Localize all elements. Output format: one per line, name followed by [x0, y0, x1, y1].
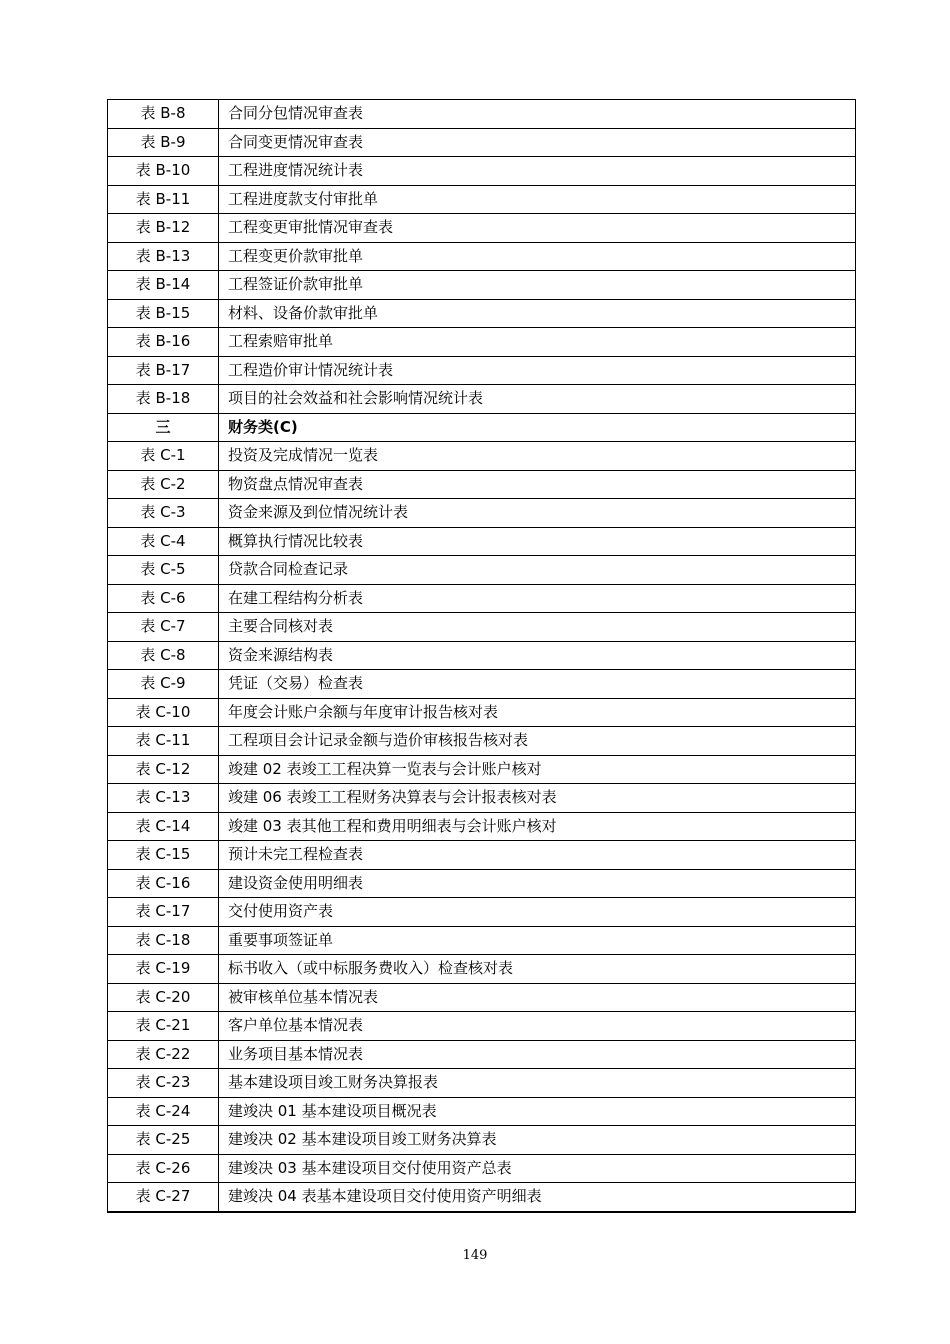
form-name-cell: 工程项目会计记录金额与造价审核报告核对表	[219, 727, 856, 756]
form-name-cell: 物资盘点情况审查表	[219, 470, 856, 499]
table-row	[108, 356, 856, 385]
form-name-cell: 交付使用资产表	[219, 898, 856, 927]
table-row	[108, 1040, 856, 1069]
form-code-cell: 表 C-5	[108, 556, 219, 585]
form-code-cell: 三	[108, 413, 219, 442]
table-row	[108, 641, 856, 670]
form-name-cell: 基本建设项目竣工财务决算报表	[219, 1069, 856, 1098]
form-code-cell: 表 C-6	[108, 584, 219, 613]
form-name-cell: 重要事项签证单	[219, 926, 856, 955]
form-code-cell: 表 C-11	[108, 727, 219, 756]
form-name-cell: 财务类(C)	[219, 413, 856, 442]
form-code-cell: 表 B-18	[108, 385, 219, 414]
table-row	[108, 841, 856, 870]
table-row	[108, 100, 856, 129]
table-row	[108, 584, 856, 613]
form-code-cell: 表 C-16	[108, 869, 219, 898]
form-name-cell: 年度会计账户余额与年度审计报告核对表	[219, 698, 856, 727]
form-name-cell: 竣建 03 表其他工程和费用明细表与会计账户核对	[219, 812, 856, 841]
table-row	[108, 670, 856, 699]
form-code-cell: 表 C-15	[108, 841, 219, 870]
form-name-cell: 建设资金使用明细表	[219, 869, 856, 898]
form-code-cell: 表 C-10	[108, 698, 219, 727]
table-row	[108, 185, 856, 214]
form-code-cell: 表 C-26	[108, 1154, 219, 1183]
table-row	[108, 898, 856, 927]
form-name-cell: 主要合同核对表	[219, 613, 856, 642]
form-name-cell: 工程进度情况统计表	[219, 157, 856, 186]
form-name-cell: 被审核单位基本情况表	[219, 983, 856, 1012]
page-number: 149	[462, 1248, 488, 1263]
table-row	[108, 727, 856, 756]
form-name-cell: 竣建 06 表竣工工程财务决算表与会计报表核对表	[219, 784, 856, 813]
form-code-cell: 表 C-2	[108, 470, 219, 499]
form-code-cell: 表 C-12	[108, 755, 219, 784]
form-code-cell: 表 C-22	[108, 1040, 219, 1069]
form-code-cell: 表 C-18	[108, 926, 219, 955]
form-name-cell: 业务项目基本情况表	[219, 1040, 856, 1069]
form-name-cell: 建竣决 03 基本建设项目交付使用资产总表	[219, 1154, 856, 1183]
table-row	[108, 1069, 856, 1098]
form-index-table	[107, 99, 856, 1213]
form-code-cell: 表 B-12	[108, 214, 219, 243]
table-row	[108, 784, 856, 813]
table-row	[108, 299, 856, 328]
form-name-cell: 工程造价审计情况统计表	[219, 356, 856, 385]
form-name-cell: 标书收入（或中标服务费收入）检查核对表	[219, 955, 856, 984]
table-row	[108, 442, 856, 471]
table-row	[108, 499, 856, 528]
table-row	[108, 385, 856, 414]
form-code-cell: 表 C-20	[108, 983, 219, 1012]
form-name-cell: 建竣决 02 基本建设项目竣工财务决算表	[219, 1126, 856, 1155]
form-code-cell: 表 C-14	[108, 812, 219, 841]
form-name-cell: 合同变更情况审查表	[219, 128, 856, 157]
form-code-cell: 表 C-21	[108, 1012, 219, 1041]
form-code-cell: 表 B-17	[108, 356, 219, 385]
form-code-cell: 表 C-1	[108, 442, 219, 471]
form-name-cell: 建竣决 04 表基本建设项目交付使用资产明细表	[219, 1183, 856, 1212]
table-row	[108, 157, 856, 186]
form-code-cell: 表 C-4	[108, 527, 219, 556]
form-name-cell: 概算执行情况比较表	[219, 527, 856, 556]
form-name-cell: 资金来源结构表	[219, 641, 856, 670]
form-code-cell: 表 C-25	[108, 1126, 219, 1155]
table-row	[108, 983, 856, 1012]
table-row	[108, 755, 856, 784]
form-name-cell: 合同分包情况审查表	[219, 100, 856, 129]
form-name-cell: 预计未完工程检查表	[219, 841, 856, 870]
form-name-cell: 建竣决 01 基本建设项目概况表	[219, 1097, 856, 1126]
form-code-cell: 表 B-8	[108, 100, 219, 129]
table-row	[108, 955, 856, 984]
form-code-cell: 表 C-19	[108, 955, 219, 984]
table-row	[108, 869, 856, 898]
form-code-cell: 表 B-14	[108, 271, 219, 300]
table-row	[108, 1012, 856, 1041]
table-row	[108, 470, 856, 499]
form-code-cell: 表 B-10	[108, 157, 219, 186]
table-row	[108, 527, 856, 556]
form-name-cell: 凭证（交易）检查表	[219, 670, 856, 699]
form-code-cell: 表 C-23	[108, 1069, 219, 1098]
form-code-cell: 表 B-16	[108, 328, 219, 357]
form-code-cell: 表 B-15	[108, 299, 219, 328]
form-code-cell: 表 C-9	[108, 670, 219, 699]
table-row	[108, 1097, 856, 1126]
form-code-cell: 表 B-9	[108, 128, 219, 157]
form-code-cell: 表 C-27	[108, 1183, 219, 1212]
table-row	[108, 1126, 856, 1155]
table-row	[108, 214, 856, 243]
section-header-row	[108, 413, 856, 442]
form-name-cell: 工程变更价款审批单	[219, 242, 856, 271]
table-row	[108, 698, 856, 727]
table-row	[108, 1154, 856, 1183]
table-body	[108, 100, 856, 1212]
form-code-cell: 表 B-13	[108, 242, 219, 271]
form-name-cell: 资金来源及到位情况统计表	[219, 499, 856, 528]
form-name-cell: 项目的社会效益和社会影响情况统计表	[219, 385, 856, 414]
form-name-cell: 工程进度款支付审批单	[219, 185, 856, 214]
table-row	[108, 328, 856, 357]
table-row	[108, 613, 856, 642]
form-name-cell: 贷款合同检查记录	[219, 556, 856, 585]
table-row	[108, 1183, 856, 1212]
form-code-cell: 表 B-11	[108, 185, 219, 214]
form-code-cell: 表 C-8	[108, 641, 219, 670]
form-name-cell: 投资及完成情况一览表	[219, 442, 856, 471]
table-row	[108, 128, 856, 157]
form-name-cell: 材料、设备价款审批单	[219, 299, 856, 328]
table-row	[108, 556, 856, 585]
table-row	[108, 271, 856, 300]
form-code-cell: 表 C-13	[108, 784, 219, 813]
form-name-cell: 工程变更审批情况审查表	[219, 214, 856, 243]
table-row	[108, 926, 856, 955]
form-code-cell: 表 C-3	[108, 499, 219, 528]
table-row	[108, 242, 856, 271]
form-name-cell: 客户单位基本情况表	[219, 1012, 856, 1041]
form-name-cell: 工程签证价款审批单	[219, 271, 856, 300]
form-code-cell: 表 C-7	[108, 613, 219, 642]
form-code-cell: 表 C-17	[108, 898, 219, 927]
form-name-cell: 竣建 02 表竣工工程决算一览表与会计账户核对	[219, 755, 856, 784]
form-name-cell: 工程索赔审批单	[219, 328, 856, 357]
table-row	[108, 812, 856, 841]
form-code-cell: 表 C-24	[108, 1097, 219, 1126]
form-name-cell: 在建工程结构分析表	[219, 584, 856, 613]
